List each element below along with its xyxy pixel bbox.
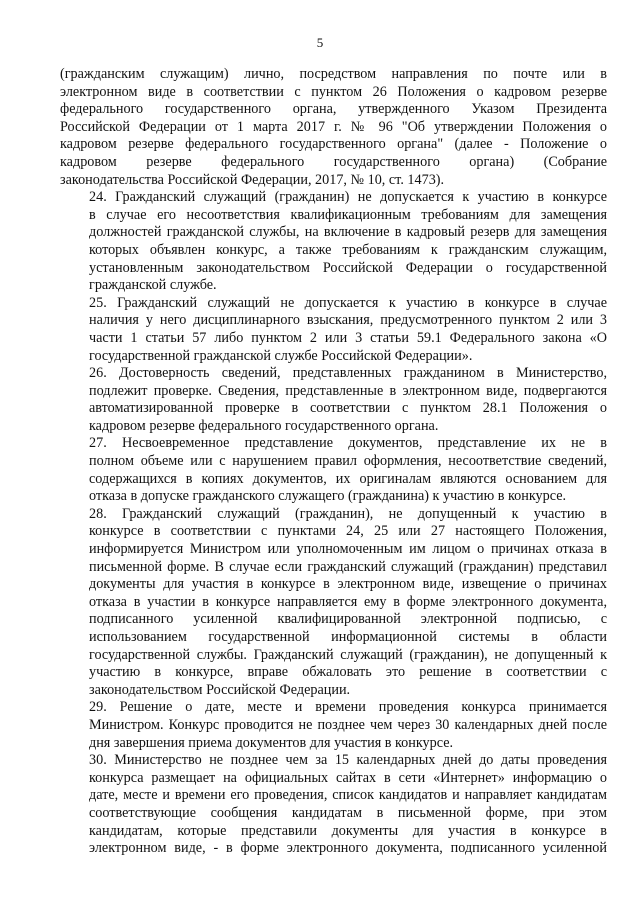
- text-line: 25. Гражданский служащий не допускается к участию в конкурсе в случае: [89, 294, 607, 311]
- document-body: [60, 66, 607, 858]
- paragraph-28: [60, 506, 607, 700]
- paragraph-continuation: [60, 66, 607, 189]
- text-line: электронном виде, - в форме электронного документа, подписанного усиленной: [89, 840, 607, 857]
- text-line: подписанного усиленной квалифицированной электронной подписью, с: [89, 611, 607, 628]
- text-line: части 1 статьи 57 либо пунктом 2 или 3 статьи 59.1 Федерального закона «О: [89, 329, 607, 346]
- text-line: информируется Министром или уполномоченным им лицом о причинах отказа в: [89, 541, 607, 558]
- paragraph-25: [60, 295, 607, 365]
- text-line: 27. Несвоевременное представление документов, представление их не в: [89, 435, 607, 452]
- text-line: 28. Гражданский служащий (гражданин), не допущенный к участию в: [89, 505, 607, 522]
- text-line: использованием государственной информационной системы в области: [89, 629, 607, 645]
- text-line: должностей гражданской службы, на включение в кадровый резерв для замещения: [89, 224, 607, 241]
- text-line: подлежит проверке. Сведения, представленные в электронном виде, подвергаются: [89, 382, 607, 399]
- text-line: 29. Решение о дате, месте и времени проведения конкурса принимается: [89, 699, 607, 716]
- text-line: 26. Достоверность сведений, представленных гражданином в Министерство,: [89, 365, 607, 382]
- paragraph-30: [60, 752, 607, 858]
- text-line: дня завершения приема документов для участия в конкурсе.: [89, 734, 454, 751]
- text-line: письменной форме. В случае если гражданский служащий (гражданин) представил: [89, 558, 607, 575]
- text-line: автоматизированной проверке в соответствии с пунктом 28.1 Положения о: [89, 400, 607, 417]
- text-line: кадровом резерве федерального государственного органа.: [89, 417, 439, 434]
- text-line: Российской Федерации от 1 марта 2017 г. № 96 "Об утверждении Положения о: [60, 118, 607, 135]
- text-line: установленным законодательством Российской Федерации о государственной: [89, 259, 607, 276]
- text-line: электронном виде в соответствии с пунктом 26 Положения о кадровом резерве: [60, 83, 607, 100]
- text-line: полном объеме или с нарушением правил оформления, несоответствие сведений,: [89, 453, 607, 470]
- text-line: кадровом резерве федерального государственного органа) (Собрание: [60, 153, 607, 170]
- text-line: соответствующие сообщения кандидатам в письменной форме, при этом: [89, 804, 607, 821]
- text-line: содержащихся в копиях документов, их оригиналам являются основанием для: [89, 470, 607, 487]
- text-line: гражданской службе.: [89, 277, 217, 294]
- text-line: отказа в участии в конкурсе направляется ему в форме электронного документа,: [89, 593, 607, 610]
- text-line: отказа в допуске гражданского служащего (гражданина) к участию в конкурсе.: [89, 488, 567, 505]
- text-line: законодательства Российской Федерации, 2017, № 10, ст. 1473).: [60, 171, 445, 188]
- text-line: которых объявлен конкурс, а также требованиям к гражданским служащим,: [89, 241, 607, 258]
- text-line: дате, месте и времени его проведения, список кандидатов и направляет кандидатам: [89, 787, 607, 804]
- text-line: Министром. Конкурс проводится не позднее чем через 30 календарных дней после: [89, 716, 607, 733]
- text-line: конкурсе в соответствии с пунктами 24, 25 или 27 настоящего Положения,: [89, 523, 607, 540]
- page-number: 5: [316, 35, 324, 50]
- text-line: 30. Министерство не позднее чем за 15 календарных дней до даты проведения: [89, 752, 607, 769]
- text-line: государственной гражданской службе Российской Федерации».: [89, 347, 473, 364]
- text-line: государственной службы. Гражданский служащий (гражданин), не допущенный к: [89, 646, 607, 663]
- paragraph-24: [60, 189, 607, 295]
- paragraph-26: [60, 365, 607, 435]
- text-line: документы для участия в конкурсе в электронном виде, извещение о причинах: [89, 576, 607, 593]
- text-line: кандидатам, которые представили документы для участия в конкурсе в: [89, 822, 607, 839]
- text-line: кадровом резерве федерального государственного органа" (далее - Положение о: [60, 136, 607, 153]
- text-line: наличия у него дисциплинарного взыскания, предусмотренного пунктом 2 или 3: [89, 312, 607, 329]
- text-line: 24. Гражданский служащий (гражданин) не допускается к участию в конкурсе: [89, 189, 607, 206]
- text-line: в случае его несоответствия квалификационным требованиям для замещения: [89, 206, 607, 223]
- text-line: (гражданским служащим) лично, посредством направления по почте или в: [60, 66, 607, 82]
- text-line: участию в конкурсе, вправе обжаловать это решение в соответствии с: [89, 664, 607, 681]
- paragraph-29: [60, 699, 607, 752]
- text-line: федерального государственного органа, утвержденного Указом Президента: [60, 101, 607, 118]
- paragraph-27: [60, 435, 607, 505]
- text-line: конкурса размещает на официальных сайтах в сети «Интернет» информацию о: [89, 769, 607, 786]
- text-line: законодательством Российской Федерации.: [89, 681, 351, 698]
